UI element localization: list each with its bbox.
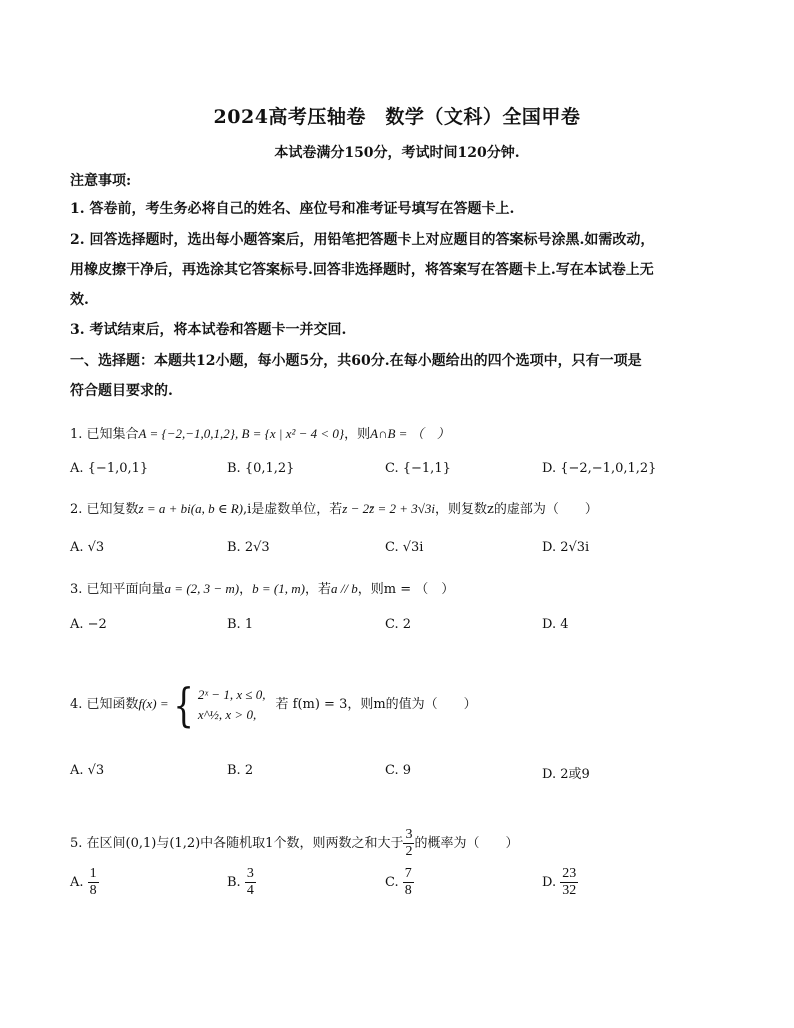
q2-option-b: B. 2√3	[227, 540, 270, 555]
note-2b: 用橡皮擦干净后，再选涂其它答案标号.回答非选择题时，将答案写在答题卡上.写在本试卷上无	[70, 262, 654, 278]
q2-cond: z − 2z̄ = 2 + 3√3i	[342, 501, 435, 516]
q5-fraction-den: 2	[405, 844, 413, 859]
q1-option-c: C. {−1,1}	[385, 461, 451, 476]
q5-option-a	[70, 866, 99, 899]
q5-prefix: 5. 在区间(0,1)与(1,2)中各随机取1个数，则两数之和大于	[70, 836, 404, 851]
section-1-line2: 符合题目要求的.	[70, 383, 173, 399]
q2-option-a: A. √3	[70, 540, 105, 555]
q5-option-b-fraction	[245, 866, 256, 899]
section-1-line1: 一、选择题：本题共12小题，每小题5分，共60分.在每小题给出的四个选项中，只有一项是	[70, 353, 642, 369]
question-4	[70, 677, 477, 732]
q1-option-a: A. {−1,0,1}	[70, 461, 149, 476]
q5-ask: 的概率为（ ）	[414, 836, 519, 851]
q5-option-b	[227, 866, 256, 899]
q3-prefix: 3. 已知平面向量	[70, 582, 165, 597]
q5-option-d-den: 32	[562, 883, 577, 898]
notes-heading: 注意事项:	[70, 173, 132, 189]
q4-option-b: B. 2	[227, 763, 254, 778]
q5-option-c-label: C.	[385, 875, 399, 890]
q3-option-c: C. 2	[385, 617, 412, 632]
q1-expr: A∩B = （ ）	[370, 426, 450, 441]
q5-option-a-fraction	[88, 866, 99, 899]
q1-sets: A = {−2,−1,0,1,2}, B = {x | x² − 4 < 0}	[138, 426, 345, 441]
q5-fraction	[403, 827, 414, 860]
q5-option-c	[385, 866, 414, 899]
q1-option-b: B. {0,1,2}	[227, 461, 295, 476]
q5-option-c-fraction	[403, 866, 414, 899]
q4-case-1: 2ˣ − 1, x ≤ 0,	[197, 686, 266, 702]
q3-vector-a: a = (2, 3 − m)	[164, 581, 240, 596]
q5-option-a-den: 8	[89, 883, 97, 898]
q2-option-d: D. 2√3i	[542, 540, 590, 555]
q2-option-c: C. √3i	[385, 540, 424, 555]
q3-ask: ，则m = （ ）	[357, 582, 455, 597]
question-1	[70, 423, 450, 446]
note-3: 3. 考试结束后，将本试卷和答题卡一并交回.	[70, 322, 347, 338]
q5-option-a-num: 1	[89, 866, 97, 881]
q5-option-d	[542, 866, 578, 899]
q3-option-d: D. 4	[542, 617, 569, 632]
q1-option-d: D. {−2,−1,0,1,2}	[542, 461, 657, 476]
q4-cond: 若 f(m) = 3，则m的值为（ ）	[275, 697, 477, 712]
q4-cases	[198, 685, 266, 725]
q3-option-a: A. −2	[70, 617, 107, 632]
q4-prefix: 4. 已知函数	[70, 697, 139, 712]
note-1: 1. 答卷前，考生务必将自己的姓名、座位号和准考证号填写在答题卡上.	[70, 201, 515, 217]
q2-expr: z = a + bi(a, b ∈ R)	[138, 501, 243, 516]
question-2	[70, 498, 598, 521]
q4-option-a: A. √3	[70, 763, 105, 778]
q5-option-d-num: 23	[562, 866, 577, 881]
q5-option-b-label: B.	[227, 875, 241, 890]
q5-option-d-label: D.	[542, 875, 557, 890]
q4-option-c: C. 9	[385, 763, 412, 778]
q3-sep: ，	[239, 582, 253, 597]
q3-cond: a // b	[331, 581, 358, 596]
q3-mid: ，若	[304, 582, 331, 597]
q2-mid: ,i是虚数单位，若	[243, 502, 343, 517]
q5-option-c-num: 7	[404, 866, 412, 881]
note-2a: 2. 回答选择题时，选出每小题答案后，用铅笔把答题卡上对应题目的答案标号涂黑.如需改动，	[70, 232, 655, 248]
q4-fx: f(x) =	[138, 696, 169, 711]
page-subtitle: 本试卷满分150分，考试时间120分钟.	[274, 145, 520, 161]
note-2c: 效.	[70, 292, 89, 308]
q1-ask: ，则	[344, 427, 371, 442]
q3-vector-b: b = (1, m)	[252, 581, 305, 596]
q5-option-d-fraction	[560, 866, 578, 899]
q5-option-c-den: 8	[404, 883, 412, 898]
q5-option-a-label: A.	[70, 875, 84, 890]
q4-brace: {	[173, 677, 194, 732]
q1-prefix: 1. 已知集合	[70, 427, 139, 442]
page-title: 2024高考压轴卷 数学（文科）全国甲卷	[213, 106, 581, 128]
q5-fraction-num: 3	[405, 827, 413, 842]
q5-option-b-num: 3	[246, 866, 254, 881]
q2-prefix: 2. 已知复数	[70, 502, 139, 517]
q4-case-2: x^½, x > 0,	[197, 706, 257, 722]
q2-ask: ，则复数z的虚部为（ ）	[434, 502, 598, 517]
question-5	[70, 826, 518, 862]
q3-option-b: B. 1	[227, 617, 254, 632]
question-3	[70, 578, 454, 601]
q4-option-d: D. 2或9	[542, 767, 590, 782]
q5-option-b-den: 4	[246, 883, 254, 898]
